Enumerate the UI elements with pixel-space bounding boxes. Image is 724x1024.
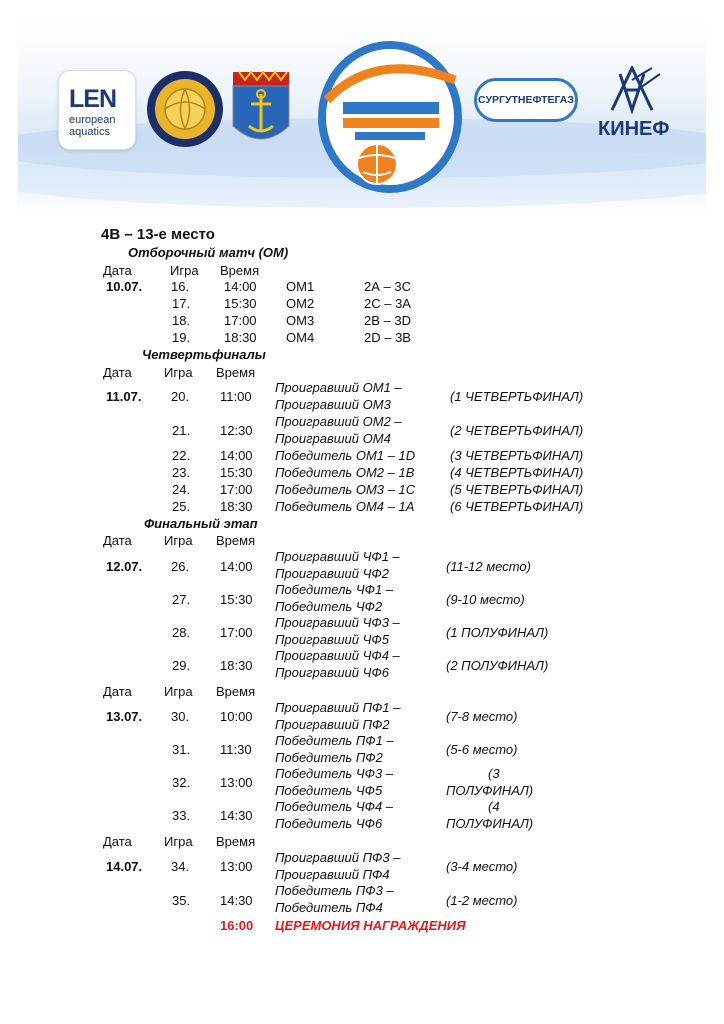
match-pairing: Победитель ОМ1 – 1D [275,448,416,463]
column-label-game: Игра [164,533,193,548]
game-time: 18:30 [220,499,253,514]
match-stage-note: ПОЛУФИНАЛ) [446,816,534,831]
match-pairing: Победитель ЧФ3 – [275,766,394,781]
game-number: 22. [172,448,191,463]
match-pairing: Победитель ПФ1 – [275,733,394,748]
water-polo-federation-seal-icon [146,70,224,148]
game-number: 23. [172,465,191,480]
match-code: ОМ4 [286,330,315,345]
match-stage-note: (5 ЧЕТВЕРТЬФИНАЛ) [450,482,584,497]
game-number: 21. [172,423,191,438]
kinef-emblem-icon [582,66,682,116]
match-pairing: Победитель ЧФ2 [275,599,383,614]
column-label-time: Время [216,365,256,380]
match-pairing: Проигравший ЧФ5 [275,632,389,647]
game-time: 17:00 [224,313,257,328]
match-pairing: Проигравший ПФ4 [275,867,390,882]
match-pairing: Победитель ПФ2 [275,750,383,765]
len-line2: european [69,114,116,126]
game-time: 13:00 [220,859,253,874]
match-pairing: Проигравший ОМ1 – [275,380,402,395]
game-time: 15:30 [220,465,253,480]
section-title-om: Отборочный матч (ОМ) [128,245,289,260]
match-stage-note: (7-8 место) [446,709,518,724]
match-stage-note: (11-12 место) [446,559,531,574]
match-pairing: Победитель ОМ4 – 1А [275,499,415,514]
game-time: 14:00 [224,279,257,294]
ceremony-time: 16:00 [220,918,254,933]
game-number: 26. [171,559,190,574]
womens-european-u15-championship-logo-icon [315,40,465,194]
game-number: 31. [172,742,191,757]
match-pairing: Проигравший ЧФ6 [275,665,389,680]
game-time: 11:30 [220,742,252,757]
game-time: 17:00 [220,625,253,640]
match-stage-note: (1 ПОЛУФИНАЛ) [446,625,549,640]
game-number: 29. [172,658,191,673]
match-stage-note: (3 ЧЕТВЕРТЬФИНАЛ) [450,448,584,463]
len-european-aquatics-logo [58,70,136,150]
match-pairing: Победитель ПФ4 [275,900,383,915]
match-pairing: Победитель ЧФ5 [275,783,383,798]
game-time: 10:00 [220,709,253,724]
date-cell: 14.07. [106,859,143,874]
match-teams: 2В – 3D [364,313,411,328]
match-code: ОМ1 [286,279,315,294]
date-cell: 10.07. [106,279,143,294]
match-pairing: Победитель ОМ3 – 1С [275,482,416,497]
len-logo-text: LEN [69,85,116,113]
match-pairing: Проигравший ПФ2 [275,717,390,732]
match-pairing: Победитель ЧФ6 [275,816,383,831]
game-number: 27. [172,592,191,607]
match-stage-note: (3-4 место) [446,859,518,874]
game-number: 24. [172,482,191,497]
coat-of-arms-icon [231,70,291,152]
match-pairing: Проигравший ОМ2 – [275,414,402,429]
match-stage-note: (4 ЧЕТВЕРТЬФИНАЛ) [450,465,584,480]
match-pairing: Победитель ПФ3 – [275,883,394,898]
match-stage-note: (9-10 место) [446,592,525,607]
game-time: 13:00 [220,775,253,790]
match-pairing: Проигравший ОМ4 [275,431,391,446]
game-time: 18:30 [220,658,253,673]
page-title: 4В – 13-е место [101,226,215,243]
match-pairing: Проигравший ЧФ2 [275,566,389,581]
game-number: 20. [171,389,190,404]
surgut-logo-text: СУРГУТНЕФТЕГАЗ [478,94,574,106]
game-number: 28. [172,625,191,640]
game-time: 14:00 [220,448,253,463]
section-title-qf: Четвертьфиналы [142,347,266,362]
column-label-game: Игра [164,684,193,699]
game-number: 25. [172,499,191,514]
match-stage-note: (6 ЧЕТВЕРТЬФИНАЛ) [450,499,584,514]
kinef-logo-text: КИНЕФ [598,118,670,140]
game-number: 32. [172,775,191,790]
date-cell: 13.07. [106,709,143,724]
date-cell: 11.07. [106,389,142,404]
game-number: 17. [172,296,191,311]
section-title-final: Финальный этап [144,516,258,531]
game-time: 11:00 [220,389,252,404]
len-logo-subtext [69,114,116,138]
game-time: 18:30 [224,330,257,345]
game-number: 19. [172,330,191,345]
match-stage-note: (5-6 место) [446,742,518,757]
game-number: 35. [172,893,191,908]
column-label-time: Время [216,834,256,849]
game-time: 15:30 [220,592,253,607]
date-cell: 12.07. [106,559,143,574]
column-label-date: Дата [103,365,132,380]
game-number: 34. [171,859,190,874]
match-stage-note: ПОЛУФИНАЛ) [446,783,534,798]
match-stage-note: (3 [488,766,500,781]
game-number: 18. [172,313,191,328]
game-time: 14:30 [220,808,253,823]
column-label-game: Игра [170,263,199,278]
match-teams: 2С – 3А [364,296,411,311]
match-code: ОМ2 [286,296,315,311]
game-number: 16. [171,279,190,294]
match-pairing: Победитель ЧФ1 – [275,582,394,597]
column-label-game: Игра [164,834,193,849]
match-code: ОМ3 [286,313,315,328]
match-pairing: Победитель ЧФ4 – [275,799,394,814]
match-pairing: Проигравший ПФ1 – [275,700,401,715]
column-label-date: Дата [103,834,132,849]
game-number: 33. [172,808,191,823]
column-label-game: Игра [164,365,193,380]
column-label-time: Время [216,533,256,548]
match-pairing: Проигравший ПФ3 – [275,850,401,865]
match-pairing: Проигравший ОМ3 [275,397,391,412]
game-time: 14:30 [220,893,253,908]
match-pairing: Победитель ОМ2 – 1В [275,465,415,480]
game-time: 17:00 [220,482,253,497]
game-time: 15:30 [224,296,257,311]
column-label-time: Время [220,263,260,278]
game-number: 30. [171,709,190,724]
surgutneftegaz-logo [474,78,578,122]
game-time: 14:00 [220,559,253,574]
match-pairing: Проигравший ЧФ1 – [275,549,400,564]
column-label-time: Время [216,684,256,699]
match-stage-note: (1 ЧЕТВЕРТЬФИНАЛ) [450,389,584,404]
column-label-date: Дата [103,263,132,278]
match-stage-note: (2 ЧЕТВЕРТЬФИНАЛ) [450,423,584,438]
match-teams: 2А – 3С [364,279,411,294]
len-line3: aquatics [69,126,110,138]
match-stage-note: (2 ПОЛУФИНАЛ) [446,658,549,673]
match-stage-note: (4 [488,799,500,814]
match-stage-note: (1-2 место) [446,893,518,908]
award-ceremony-label: ЦЕРЕМОНИЯ НАГРАЖДЕНИЯ [275,918,466,933]
column-label-date: Дата [103,684,132,699]
game-time: 12:30 [220,423,253,438]
kinef-logo [582,66,682,144]
column-label-date: Дата [103,533,132,548]
match-teams: 2D – 3В [364,330,411,345]
match-pairing: Проигравший ЧФ4 – [275,648,400,663]
header-banner [18,18,706,218]
match-pairing: Проигравший ЧФ3 – [275,615,400,630]
